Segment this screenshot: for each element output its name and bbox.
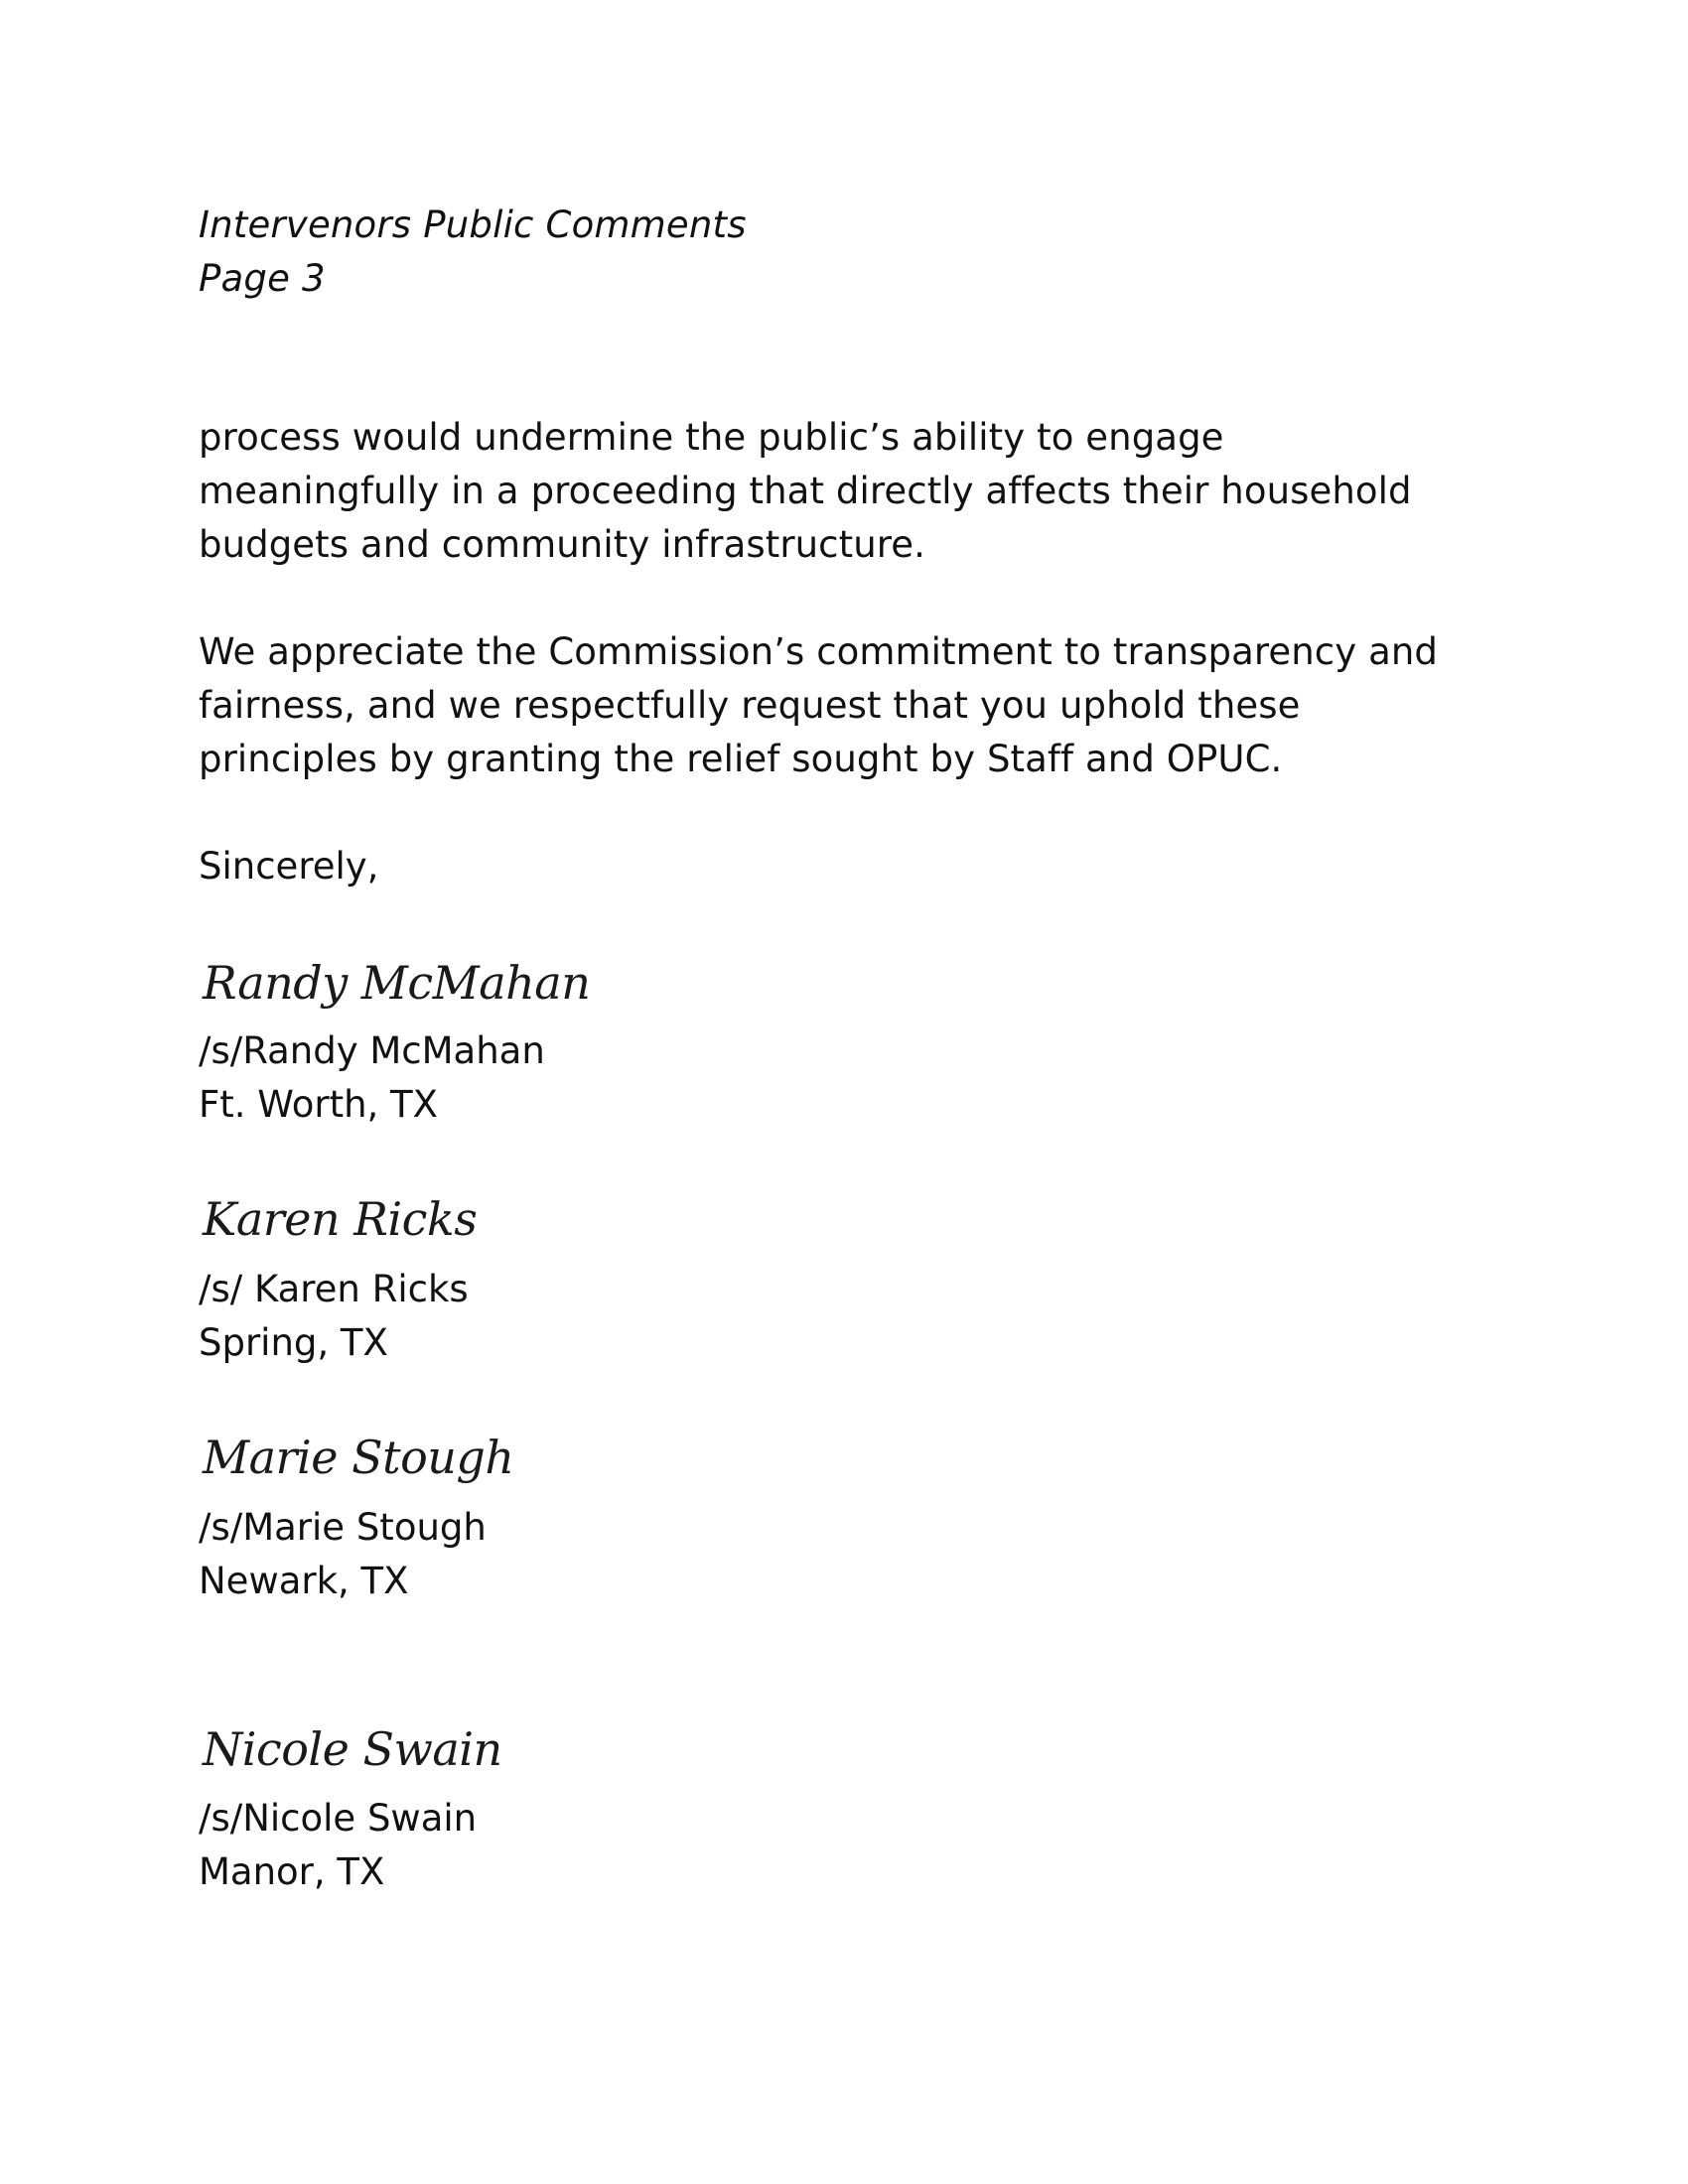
paragraph-continuation: process would undermine the public’s ability to engage meaningfully in a proceeding that directly affects their household budgets and community infrastructure.	[199, 416, 1412, 566]
closing-salutation: Sincerely,	[199, 845, 379, 887]
document-title: Intervenors Public Comments	[199, 204, 747, 246]
signature-marie-stough: Marie Stough	[203, 1431, 514, 1484]
location-karen-ricks: Spring, TX	[199, 1321, 388, 1364]
typed-name-randy-mcmahan: /s/Randy McMahan	[199, 1029, 545, 1072]
signature-karen-ricks: Karen Ricks	[203, 1192, 478, 1246]
page-header	[199, 199, 747, 306]
page-number: Page 3	[199, 257, 326, 300]
location-nicole-swain: Manor, TX	[199, 1850, 385, 1893]
typed-name-marie-stough: /s/Marie Stough	[199, 1506, 487, 1549]
location-randy-mcmahan: Ft. Worth, TX	[199, 1083, 439, 1126]
typed-name-nicole-swain: /s/Nicole Swain	[199, 1797, 478, 1840]
signature-nicole-swain: Nicole Swain	[203, 1722, 502, 1776]
paragraph-request: We appreciate the Commission’s commitment to transparency and fairness, and we respectfully request that you uphold these principles by granting the relief sought by Staff and OPUC.	[199, 630, 1439, 780]
location-marie-stough: Newark, TX	[199, 1560, 409, 1602]
typed-name-karen-ricks: /s/ Karen Ricks	[199, 1268, 469, 1310]
signature-randy-mcmahan: Randy McMahan	[203, 956, 591, 1010]
